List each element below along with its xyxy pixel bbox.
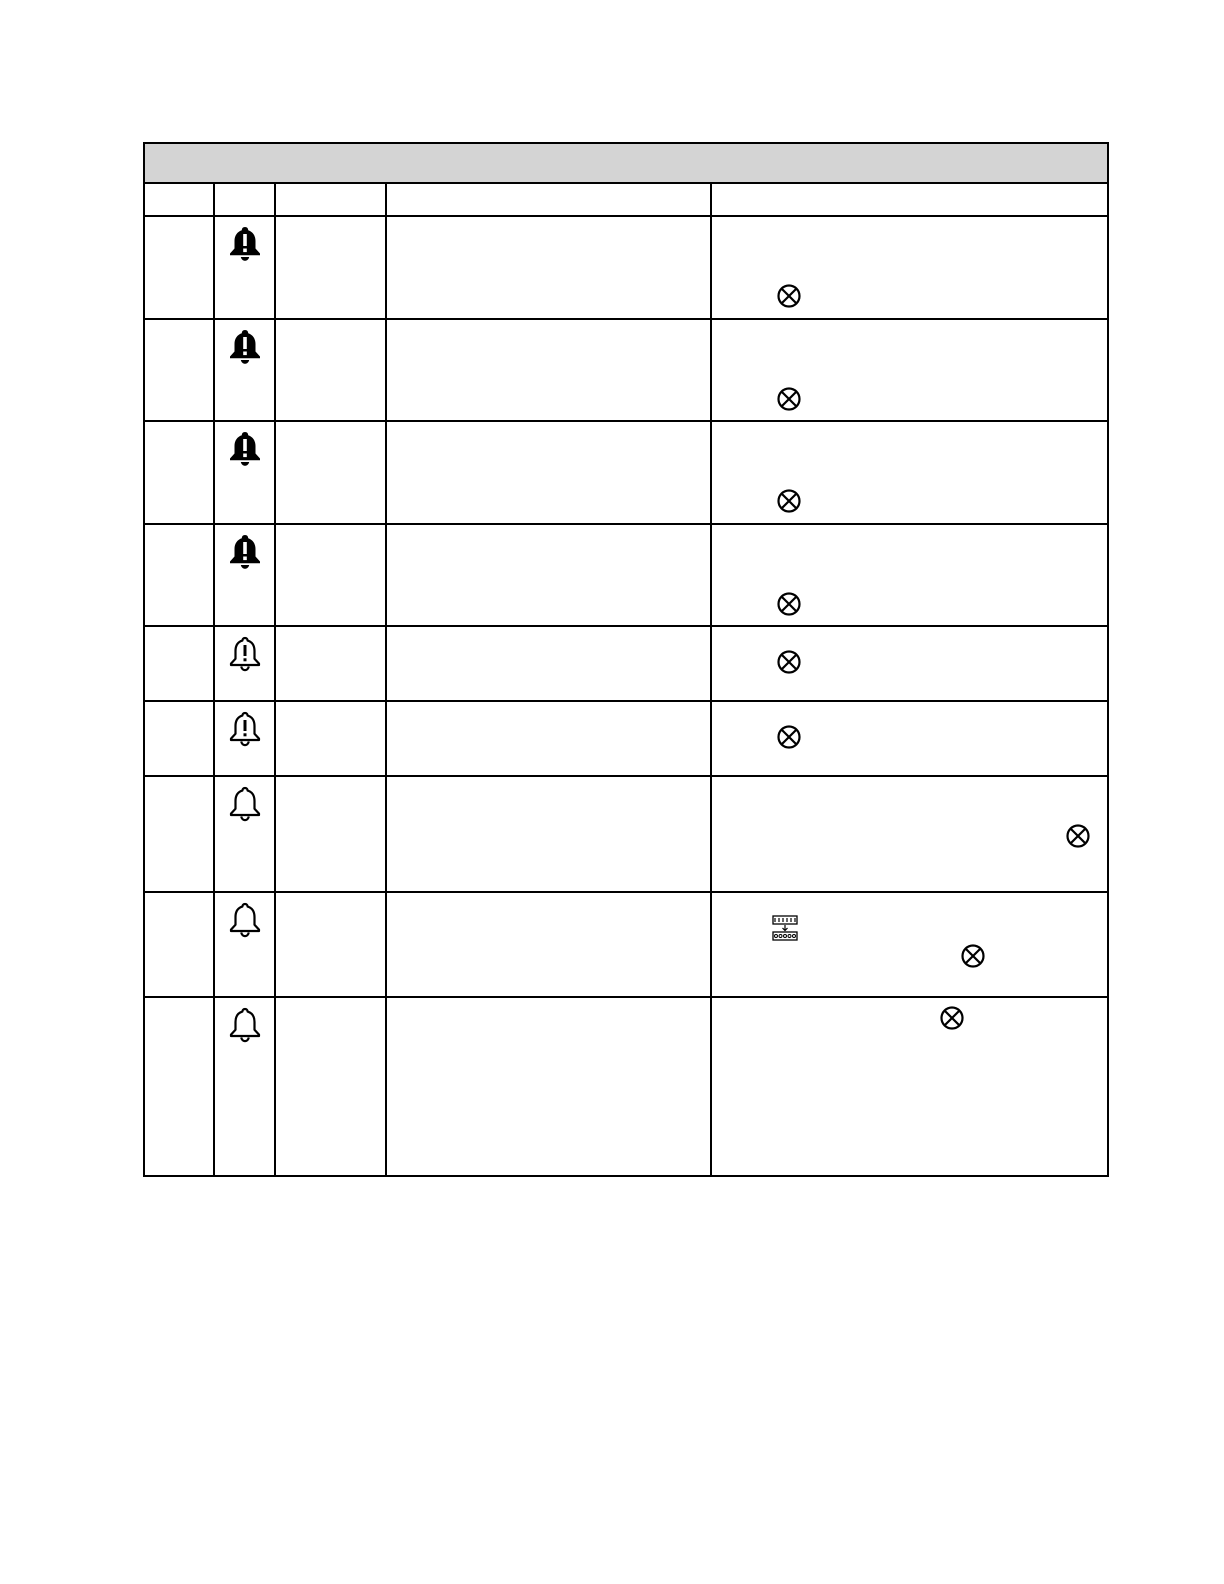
header-cell-5: [711, 183, 1108, 216]
clear-cross-icon: [1065, 823, 1091, 849]
row-action-cell: [711, 421, 1108, 524]
header-cell-2: [214, 183, 275, 216]
row-icon-cell: [214, 626, 275, 701]
alarm-bell-filled-icon: [226, 430, 264, 468]
row-icon-cell: [214, 997, 275, 1176]
counter-display-icon: [772, 915, 798, 941]
header-cell-1: [144, 183, 214, 216]
table-row: [144, 892, 1108, 997]
alarm-bell-filled-icon: [226, 533, 264, 571]
alarm-bell-filled-icon: [226, 328, 264, 366]
row-label-cell: [275, 421, 386, 524]
row-icon-cell: [214, 524, 275, 626]
row-label-cell: [275, 626, 386, 701]
notice-bell-outline-icon: [226, 901, 264, 939]
clear-cross-icon: [960, 943, 986, 969]
table-row: [144, 319, 1108, 421]
alarm-table: [143, 142, 1109, 1177]
row-description-cell: [386, 892, 711, 997]
row-label-cell: [275, 524, 386, 626]
row-number-cell: [144, 626, 214, 701]
row-number-cell: [144, 776, 214, 892]
row-label-cell: [275, 997, 386, 1176]
clear-cross-icon: [776, 386, 802, 412]
table-row: [144, 216, 1108, 319]
header-cell-3: [275, 183, 386, 216]
row-label-cell: [275, 892, 386, 997]
row-number-cell: [144, 701, 214, 776]
table-row: [144, 776, 1108, 892]
table-row: [144, 421, 1108, 524]
row-action-cell: [711, 626, 1108, 701]
row-description-cell: [386, 216, 711, 319]
clear-cross-icon: [776, 591, 802, 617]
table-row: [144, 701, 1108, 776]
clear-cross-icon: [776, 283, 802, 309]
row-number-cell: [144, 997, 214, 1176]
header-cell-4: [386, 183, 711, 216]
row-label-cell: [275, 319, 386, 421]
notice-bell-outline-icon: [226, 785, 264, 823]
row-label-cell: [275, 701, 386, 776]
table-title: [144, 143, 1108, 183]
row-description-cell: [386, 701, 711, 776]
row-number-cell: [144, 421, 214, 524]
row-description-cell: [386, 997, 711, 1176]
row-icon-cell: [214, 421, 275, 524]
table-row: [144, 524, 1108, 626]
row-icon-cell: [214, 216, 275, 319]
row-description-cell: [386, 776, 711, 892]
row-label-cell: [275, 776, 386, 892]
table-row: [144, 997, 1108, 1176]
row-action-cell: [711, 997, 1108, 1176]
row-action-cell: [711, 216, 1108, 319]
row-action-cell: [711, 524, 1108, 626]
row-description-cell: [386, 421, 711, 524]
table-row: [144, 626, 1108, 701]
alarm-bell-filled-icon: [226, 225, 264, 263]
warning-bell-outline-icon: [226, 635, 264, 673]
row-description-cell: [386, 524, 711, 626]
row-icon-cell: [214, 892, 275, 997]
clear-cross-icon: [776, 488, 802, 514]
row-number-cell: [144, 216, 214, 319]
row-action-cell: [711, 701, 1108, 776]
row-description-cell: [386, 319, 711, 421]
row-number-cell: [144, 524, 214, 626]
row-action-cell: [711, 776, 1108, 892]
row-icon-cell: [214, 701, 275, 776]
clear-cross-icon: [776, 649, 802, 675]
row-icon-cell: [214, 776, 275, 892]
row-action-cell: [711, 319, 1108, 421]
warning-bell-outline-icon: [226, 710, 264, 748]
clear-cross-icon: [939, 1005, 965, 1031]
row-number-cell: [144, 319, 214, 421]
row-description-cell: [386, 626, 711, 701]
row-action-cell: [711, 892, 1108, 997]
clear-cross-icon: [776, 724, 802, 750]
row-icon-cell: [214, 319, 275, 421]
row-label-cell: [275, 216, 386, 319]
notice-bell-outline-icon: [226, 1006, 264, 1044]
row-number-cell: [144, 892, 214, 997]
